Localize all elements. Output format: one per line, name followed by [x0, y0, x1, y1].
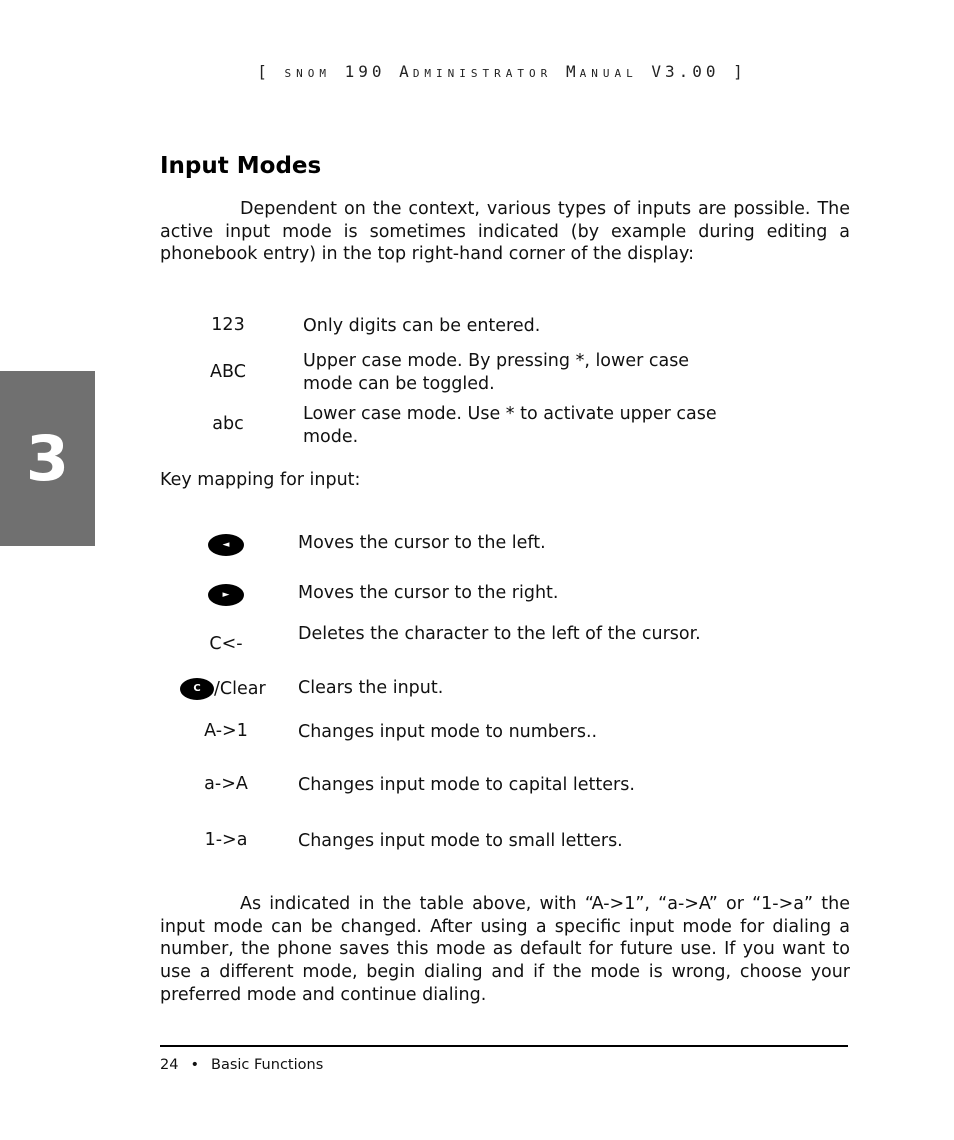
key-mapping-description: Changes input mode to small letters. [298, 831, 623, 851]
header-brand: SNOM [284, 67, 331, 80]
key-mapping-key: C /Clear [180, 678, 280, 700]
section-title: Input Modes [160, 153, 322, 179]
chapter-tab: 3 [0, 371, 95, 546]
mode-key: ABC [210, 362, 246, 382]
mode-key: abc [212, 414, 244, 434]
key-mapping-description: Changes input mode to numbers.. [298, 722, 598, 742]
header-word2: MANUAL [565, 62, 638, 81]
key-mapping-description: Changes input mode to capital letters. [298, 775, 635, 795]
header-bracket-open: [ [257, 62, 271, 81]
mode-description: Upper case mode. By pressing *, lower case mode can be toggled. [303, 351, 690, 394]
left-arrow-key-icon: ◄ [208, 534, 244, 556]
right-arrow-key-icon: ► [208, 584, 244, 606]
header-version: V3.00 [651, 62, 720, 81]
key-mapping-description: Moves the cursor to the left. [298, 533, 546, 553]
key-mapping-key: C<- [209, 634, 243, 654]
footer-rule [160, 1045, 848, 1047]
key-mapping-description: Moves the cursor to the right. [298, 583, 559, 603]
page-number: 24 [160, 1057, 179, 1073]
key-mapping-label: Key mapping for input: [160, 470, 361, 490]
header-model: 190 [344, 62, 386, 81]
header-bracket-close: ] [733, 62, 747, 81]
intro-paragraph: Dependent on the context, various types of inputs are possible. The active input mode is sometimes indicated (by example during editing a phonebook entry) in the top right-hand corner of the display: [160, 199, 850, 265]
outro-paragraph: As indicated in the table above, with “A->1”, “a->A” or “1->a” the input mode can be changed. After using a specific input mode for dialing a number, the phone saves this mode as default for future use. If you want to use a different mode, begin dialing and if the mode is wrong, choose your preferred mode and continue dialing. [160, 894, 850, 1005]
key-mapping-key [178, 582, 274, 606]
footer-bullet: • [190, 1057, 200, 1073]
mode-description: Lower case mode. Use * to activate upper case mode. [303, 404, 717, 447]
footer-section: Basic Functions [211, 1057, 324, 1073]
key-mapping-description: Deletes the character to the left of the cursor. [298, 624, 701, 644]
running-header [0, 62, 954, 81]
clear-key-icon: C [180, 678, 214, 700]
mode-description: Only digits can be entered. [303, 316, 541, 336]
mode-key: 123 [211, 315, 245, 335]
key-mapping-key: a->A [204, 774, 248, 794]
page-footer [160, 1057, 323, 1073]
key-mapping-key: 1->a [204, 830, 248, 850]
key-mapping-key [178, 532, 274, 556]
key-mapping-key: A->1 [204, 721, 248, 741]
key-mapping-description: Clears the input. [298, 678, 444, 698]
header-word1: ADMINISTRATOR [399, 62, 553, 81]
